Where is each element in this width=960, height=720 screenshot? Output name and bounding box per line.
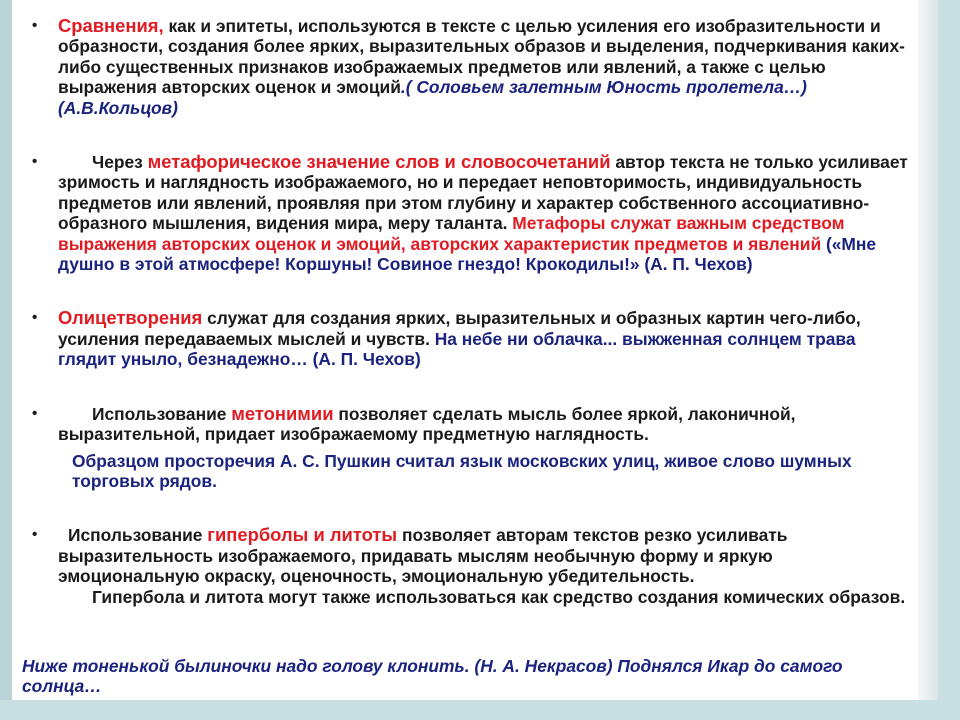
paragraph-lead: Через (92, 152, 148, 173)
slide-frame-right (938, 0, 960, 720)
paragraph-lead: Использование (92, 403, 232, 424)
paragraph-body: служат для создания ярких, выразительных и образных картин чего-либо, усиления передаваемых мыслей и чувств. (58, 308, 861, 349)
paragraph-hyperbole (32, 524, 910, 587)
example-quote: .( Соловьем залетным Юность пролетела…) (А.В.Кольцов) (58, 77, 807, 118)
highlight-sentence: Метафоры служат важным средством выражения авторских оценок и эмоций, авторских характеристик предметов и явлений (58, 213, 845, 254)
closing-examples: Ниже тоненькой былиночки надо голову клонить. (Н. А. Некрасов) Поднялся Икар до самого солнца… (22, 656, 843, 697)
bullet-marker: • (32, 153, 38, 171)
paragraph-body: позволяет авторам текстов резко усиливать выразительность изображаемого, придавать мыслям необычную форму и яркую эмоциональную окраску, оценочность, эмоциональную убедительность. (58, 525, 788, 587)
bullet-marker: • (32, 309, 38, 327)
example-quote: («Мне душно в этой атмосфере! Коршуны! Совиное гнездо! Крокодилы!» (А. П. Чехов) (58, 233, 877, 275)
paragraph-metonymy (32, 402, 910, 445)
term-personification: Олицетворения (58, 307, 203, 329)
slide-frame-left (0, 0, 12, 720)
paragraph-lead: Использование (68, 525, 208, 546)
paragraph-metaphors (32, 151, 910, 275)
paragraph-personification (32, 307, 910, 370)
paragraph-note: Гипербола и литота могут также использоваться как средство создания комических образов. (92, 586, 906, 607)
bullet-marker: • (32, 17, 38, 34)
slide-shade-right (918, 0, 938, 700)
example-quote-metonymy: Образцом просторечия А. С. Пушкин считал язык московских улиц, живое слово шумных торговых рядов. (72, 450, 852, 491)
paragraph-body: позволяет сделать мысль более яркой, лаконичной, выразительной, придает изображаемому предметную наглядность. (58, 403, 796, 445)
example-quote: На небе ни облачка... выжженная солнцем трава глядит уныло, безнадежно… (А. П. Чехов) (58, 328, 856, 370)
slide-text-block (32, 15, 910, 607)
bullet-marker: • (32, 404, 38, 422)
bullet-marker: • (32, 526, 38, 544)
term-metaphors: метафорическое значение слов и словосочетаний (147, 151, 611, 173)
slide-frame-bottom (0, 700, 960, 720)
paragraph-body: автор текста не только усиливает зримость и наглядность изображаемого, но и передает неповторимость, индивидуальность предметов или явлений, проявляя при этом глубину и характер собственного ассоциативно-образного мышления, видения мира, меру таланта. (58, 152, 908, 234)
paragraph-body: как и эпитеты, используются в тексте с целью усиления его изобразительности и образности, создания более ярких, выразительных образов и выделения, подчеркивания каких-либо существенных признаков изображаемых предметов или явлений, а также с целью выражения авторских оценок и эмоций (58, 16, 905, 98)
term-hyperbole: гиперболы и литоты (207, 524, 398, 546)
term-metonymy: метонимии (231, 402, 334, 424)
term-comparisons: Сравнения, (58, 15, 164, 36)
paragraph-comparisons (32, 15, 910, 118)
